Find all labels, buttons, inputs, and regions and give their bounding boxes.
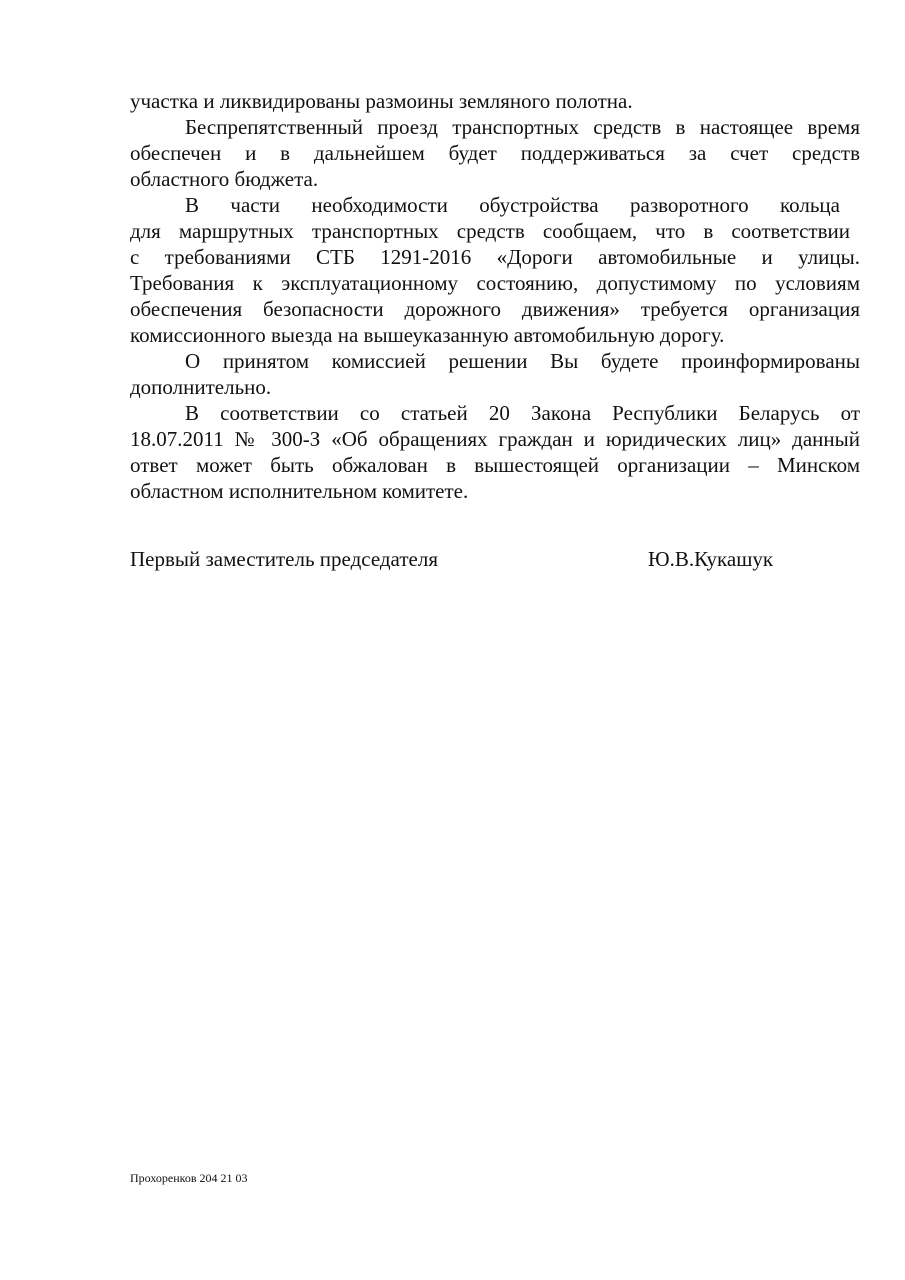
text-line: дополнительно. (130, 375, 272, 399)
paragraph-first-line: О принятом комиссией решении Вы будете проинформированы (185, 349, 860, 373)
text-line: участка и ликвидированы размоины земляного полотна. (130, 89, 633, 113)
signatory-name: Ю.В.Кукашук (648, 547, 774, 571)
text-line: обеспечен и в дальнейшем будет поддерживаться за счет средств (130, 141, 860, 165)
paragraph-first-line: Беспрепятственный проезд транспортных средств в настоящее время (185, 115, 860, 139)
text-line: с требованиями СТБ 1291-2016 «Дороги автомобильные и улицы. (130, 245, 860, 269)
paragraph-first-line: В части необходимости обустройства разворотного кольца (185, 193, 840, 217)
executor-note: Прохоренков 204 21 03 (130, 1171, 248, 1185)
text-line: для маршрутных транспортных средств сообщаем, что в соответствии (130, 219, 850, 243)
text-line: комиссионного выезда на вышеуказанную автомобильную дорогу. (130, 323, 725, 347)
signatory-position: Первый заместитель председателя (130, 547, 438, 571)
text-line: ответ может быть обжалован в вышестоящей организации – Минском (130, 453, 860, 477)
text-line: Требования к эксплуатационному состоянию, допустимому по условиям (130, 271, 860, 295)
signature-block (130, 546, 860, 572)
document-body (130, 88, 860, 504)
text-line: областном исполнительном комитете. (130, 479, 469, 503)
text-line: областного бюджета. (130, 167, 319, 191)
text-line: 18.07.2011 № 300-З «Об обращениях граждан и юридических лиц» данный (130, 427, 860, 451)
text-line: обеспечения безопасности дорожного движения» требуется организация (130, 297, 860, 321)
paragraph-first-line: В соответствии со статьей 20 Закона Республики Беларусь от (185, 401, 860, 425)
